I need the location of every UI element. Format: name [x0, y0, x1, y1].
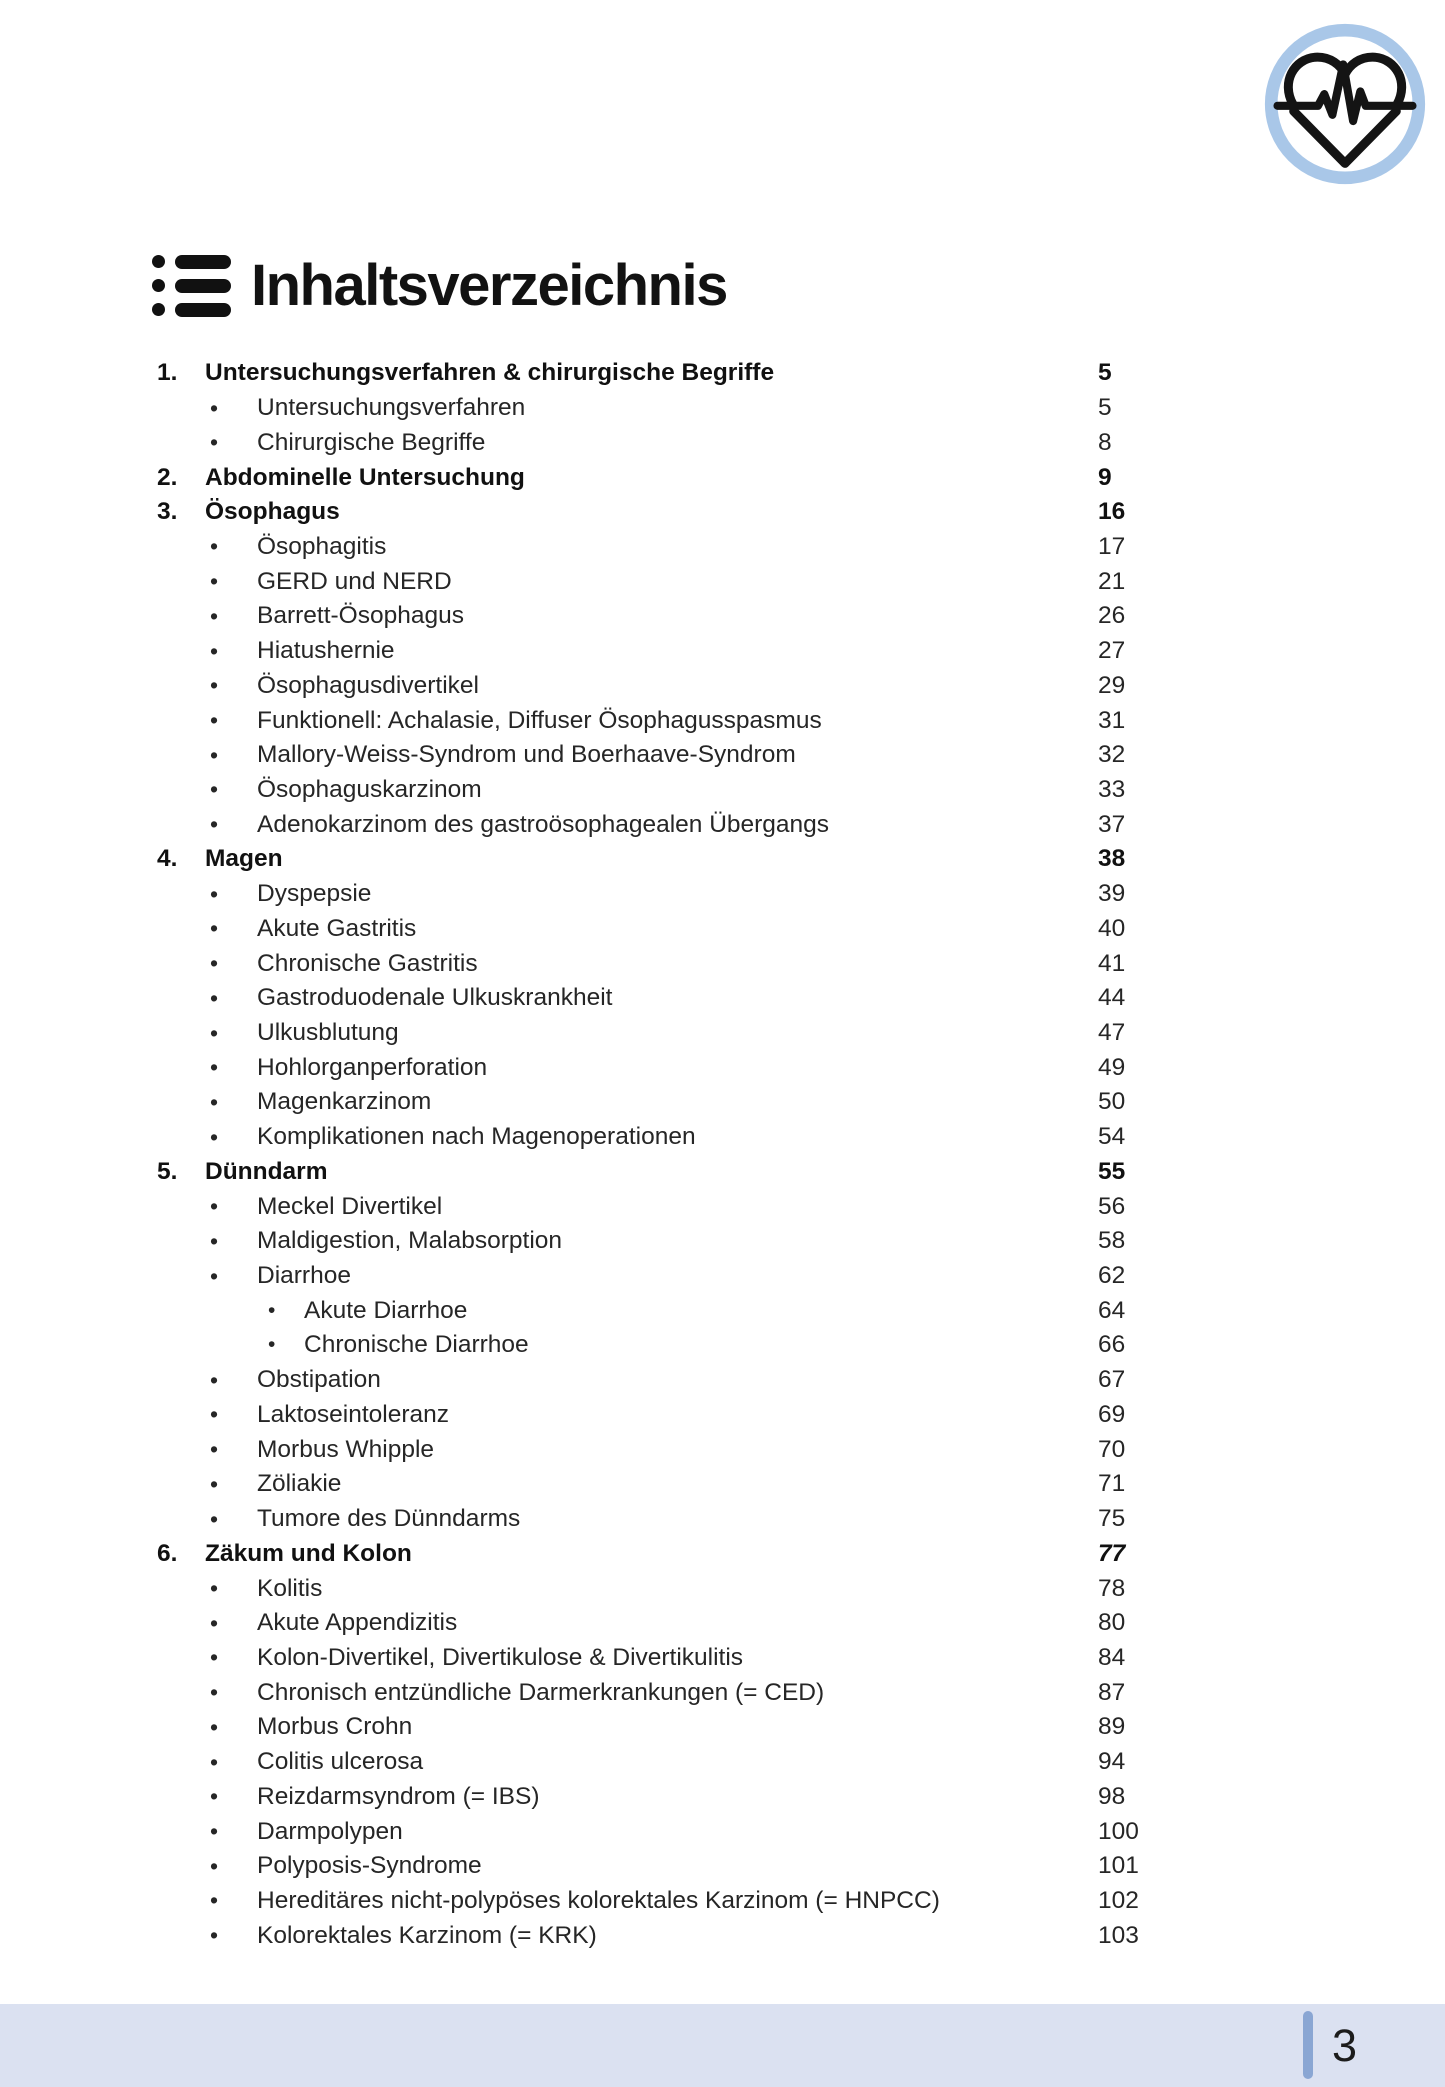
bullet: •	[210, 1227, 219, 1254]
bullet: •	[268, 1298, 276, 1322]
toc-item-row	[0, 946, 1445, 981]
bullet: •	[210, 1609, 219, 1636]
toc-page-number: 29	[1098, 671, 1126, 699]
bullet: •	[210, 811, 219, 838]
section-number: 5.	[157, 1157, 178, 1185]
page-title: Inhaltsverzeichnis	[251, 253, 727, 318]
list-icon-bar	[175, 279, 231, 293]
toc-page-number: 103	[1098, 1921, 1139, 1949]
list-icon-dot	[152, 255, 165, 268]
bullet: •	[210, 984, 219, 1011]
toc-item-row	[0, 1641, 1445, 1676]
toc-page-number: 84	[1098, 1643, 1126, 1671]
bullet: •	[210, 741, 219, 768]
bullet: •	[210, 1887, 219, 1914]
toc-label: Magenkarzinom	[257, 1088, 432, 1116]
toc-page-number: 87	[1098, 1678, 1126, 1706]
toc-page-number: 16	[1098, 498, 1126, 526]
bullet: •	[210, 1054, 219, 1081]
footer-accent-bar	[1303, 2011, 1313, 2079]
toc-item-row	[0, 877, 1445, 912]
toc-label: Chronische Diarrhoe	[304, 1331, 529, 1359]
bullet: •	[210, 880, 219, 907]
toc-page-number: 32	[1098, 741, 1126, 769]
toc-item-row	[0, 1085, 1445, 1120]
bullet: •	[210, 776, 219, 803]
toc-item-row	[0, 1363, 1445, 1398]
toc-item-row	[0, 1328, 1445, 1363]
toc-item-row	[0, 634, 1445, 669]
toc-label: Kolitis	[257, 1574, 323, 1602]
toc-item-row	[0, 1432, 1445, 1467]
toc-page-number: 21	[1098, 567, 1126, 595]
bullet: •	[210, 1401, 219, 1428]
toc-page-number: 49	[1098, 1053, 1126, 1081]
bullet: •	[210, 568, 219, 595]
toc-label: Meckel Divertikel	[257, 1192, 443, 1220]
toc-page-number: 27	[1098, 637, 1126, 665]
toc-list	[0, 356, 1445, 1953]
footer-band	[0, 2004, 1445, 2087]
toc-label: Morbus Crohn	[257, 1713, 413, 1741]
toc-label: Dünndarm	[205, 1157, 328, 1185]
toc-item-row	[0, 1467, 1445, 1502]
toc-label: Untersuchungsverfahren & chirurgische Begriffe	[205, 359, 775, 387]
bullet: •	[210, 707, 219, 734]
toc-page-number: 37	[1098, 810, 1126, 838]
toc-page-number: 71	[1098, 1470, 1126, 1498]
toc-label: Adenokarzinom des gastroösophagealen Übergangs	[257, 810, 830, 838]
bullet: •	[210, 1644, 219, 1671]
toc-label: Obstipation	[257, 1366, 381, 1394]
toc-item-row	[0, 1224, 1445, 1259]
bullet: •	[210, 1366, 219, 1393]
toc-page-number: 94	[1098, 1748, 1126, 1776]
toc-item-row	[0, 1120, 1445, 1155]
bullet: •	[210, 1713, 219, 1740]
toc-section-row	[0, 1155, 1445, 1190]
toc-page-number: 41	[1098, 949, 1126, 977]
section-number: 6.	[157, 1539, 178, 1567]
bullet: •	[210, 1679, 219, 1706]
toc-page-number: 80	[1098, 1609, 1126, 1637]
bullet: •	[210, 672, 219, 699]
bullet: •	[210, 1193, 219, 1220]
toc-label: Diarrhoe	[257, 1262, 351, 1290]
bullet: •	[210, 1852, 219, 1879]
list-icon-bar	[175, 255, 231, 269]
toc-page-number: 64	[1098, 1296, 1126, 1324]
toc-label: Mallory-Weiss-Syndrom und Boerhaave-Syndrom	[257, 741, 796, 769]
bullet: •	[268, 1333, 276, 1357]
section-number: 4.	[157, 845, 178, 873]
toc-item-row	[0, 599, 1445, 634]
toc-item-row	[0, 1293, 1445, 1328]
toc-page-number: 55	[1098, 1157, 1126, 1185]
toc-page-number: 70	[1098, 1435, 1126, 1463]
toc-section-row	[0, 1536, 1445, 1571]
toc-item-row	[0, 1849, 1445, 1884]
toc-label: Laktoseintoleranz	[257, 1400, 450, 1428]
bullet: •	[210, 1748, 219, 1775]
toc-page-number: 17	[1098, 532, 1126, 560]
heart-pulse-icon	[1255, 14, 1435, 194]
toc-label: Abdominelle Untersuchung	[205, 463, 525, 491]
toc-label: Kolorektales Karzinom (= KRK)	[257, 1921, 597, 1949]
toc-label: Akute Gastritis	[257, 914, 417, 942]
bullet: •	[210, 1019, 219, 1046]
toc-label: Untersuchungsverfahren	[257, 394, 526, 422]
toc-item-row	[0, 1571, 1445, 1606]
toc-label: Akute Appendizitis	[257, 1609, 458, 1637]
toc-item-row	[0, 1502, 1445, 1537]
toc-label: Dyspepsie	[257, 880, 372, 908]
toc-label: Zöliakie	[257, 1470, 342, 1498]
toc-page-number: 101	[1098, 1852, 1139, 1880]
page-header	[152, 252, 727, 319]
bullet: •	[210, 1088, 219, 1115]
toc-page-number: 58	[1098, 1227, 1126, 1255]
toc-item-row	[0, 1259, 1445, 1294]
toc-label: Tumore des Dünndarms	[257, 1505, 521, 1533]
toc-page-number: 9	[1098, 463, 1112, 491]
toc-label: Ösophagitis	[257, 532, 387, 560]
bullet: •	[210, 915, 219, 942]
toc-label: Funktionell: Achalasie, Diffuser Ösophagusspasmus	[257, 706, 822, 734]
bullet: •	[210, 1436, 219, 1463]
bullet: •	[210, 533, 219, 560]
toc-label: Chirurgische Begriffe	[257, 428, 486, 456]
toc-item-row	[0, 564, 1445, 599]
toc-label: Darmpolypen	[257, 1817, 403, 1845]
toc-page-number: 8	[1098, 428, 1112, 456]
toc-label: Chronisch entzündliche Darmerkrankungen (= CED)	[257, 1678, 825, 1706]
bullet: •	[210, 429, 219, 456]
toc-label: Magen	[205, 845, 283, 873]
toc-item-row	[0, 1398, 1445, 1433]
list-icon-dot	[152, 279, 165, 292]
list-icon-dot	[152, 303, 165, 316]
toc-page-number: 77	[1098, 1539, 1126, 1567]
toc-page-number: 54	[1098, 1123, 1126, 1151]
toc-page-number: 40	[1098, 914, 1126, 942]
toc-label: Gastroduodenale Ulkuskrankheit	[257, 984, 613, 1012]
bullet: •	[210, 602, 219, 629]
toc-label: Ösophagus	[205, 498, 340, 526]
toc-item-row	[0, 391, 1445, 426]
toc-section-row	[0, 460, 1445, 495]
toc-item-row	[0, 1606, 1445, 1641]
toc-page-number: 67	[1098, 1366, 1126, 1394]
toc-page-number: 38	[1098, 845, 1126, 873]
toc-label: Ulkusblutung	[257, 1019, 399, 1047]
toc-label: Barrett-Ösophagus	[257, 602, 464, 630]
toc-item-row	[0, 738, 1445, 773]
toc-page-number: 5	[1098, 394, 1112, 422]
toc-page-number: 39	[1098, 880, 1126, 908]
toc-label: Hiatushernie	[257, 637, 395, 665]
toc-item-row	[0, 530, 1445, 565]
toc-page-number: 62	[1098, 1262, 1126, 1290]
toc-page-number: 56	[1098, 1192, 1126, 1220]
toc-page-number: 66	[1098, 1331, 1126, 1359]
bullet: •	[210, 637, 219, 664]
toc-item-row	[0, 1745, 1445, 1780]
toc-item-row	[0, 1918, 1445, 1953]
toc-label: Reizdarmsyndrom (= IBS)	[257, 1782, 540, 1810]
toc-item-row	[0, 668, 1445, 703]
list-icon	[152, 255, 231, 317]
bullet: •	[210, 1783, 219, 1810]
toc-label: Chronische Gastritis	[257, 949, 478, 977]
toc-page-number: 98	[1098, 1782, 1126, 1810]
toc-item-row	[0, 1675, 1445, 1710]
toc-item-row	[0, 1884, 1445, 1919]
toc-page-number: 89	[1098, 1713, 1126, 1741]
toc-item-row	[0, 1016, 1445, 1051]
toc-item-row	[0, 1189, 1445, 1224]
toc-item-row	[0, 773, 1445, 808]
toc-page-number: 102	[1098, 1886, 1139, 1914]
toc-page-number: 31	[1098, 706, 1126, 734]
toc-label: Maldigestion, Malabsorption	[257, 1227, 563, 1255]
toc-label: Hereditäres nicht-polypöses kolorektales Karzinom (= HNPCC)	[257, 1886, 940, 1914]
bullet: •	[210, 394, 219, 421]
toc-label: Colitis ulcerosa	[257, 1748, 424, 1776]
bullet: •	[210, 1505, 219, 1532]
section-number: 2.	[157, 463, 178, 491]
bullet: •	[210, 950, 219, 977]
bullet: •	[210, 1818, 219, 1845]
toc-item-row	[0, 1779, 1445, 1814]
toc-section-row	[0, 495, 1445, 530]
toc-label: Kolon-Divertikel, Divertikulose & Divertikulitis	[257, 1643, 744, 1671]
toc-label: Morbus Whipple	[257, 1435, 435, 1463]
toc-label: GERD und NERD	[257, 567, 452, 595]
section-number: 3.	[157, 498, 178, 526]
toc-page-number: 50	[1098, 1088, 1126, 1116]
toc-item-row	[0, 1710, 1445, 1745]
toc-item-row	[0, 912, 1445, 947]
toc-page-number: 26	[1098, 602, 1126, 630]
section-number: 1.	[157, 359, 178, 387]
toc-label: Zäkum und Kolon	[205, 1539, 412, 1567]
toc-page-number: 47	[1098, 1019, 1126, 1047]
toc-item-row	[0, 703, 1445, 738]
toc-item-row	[0, 1814, 1445, 1849]
toc-page-number: 78	[1098, 1574, 1126, 1602]
toc-label: Hohlorganperforation	[257, 1053, 488, 1081]
toc-section-row	[0, 842, 1445, 877]
toc-label: Komplikationen nach Magenoperationen	[257, 1123, 696, 1151]
toc-item-row	[0, 981, 1445, 1016]
list-icon-bar	[175, 303, 231, 317]
toc-label: Akute Diarrhoe	[304, 1296, 468, 1324]
toc-item-row	[0, 425, 1445, 460]
toc-label: Ösophagusdivertikel	[257, 671, 479, 699]
heart-pulse-logo	[1255, 14, 1435, 194]
bullet: •	[210, 1470, 219, 1497]
toc-page-number: 5	[1098, 359, 1112, 387]
toc-page-number: 44	[1098, 984, 1126, 1012]
bullet: •	[210, 1922, 219, 1949]
toc-label: Ösophaguskarzinom	[257, 775, 482, 803]
toc-page-number: 75	[1098, 1505, 1126, 1533]
bullet: •	[210, 1262, 219, 1289]
toc-item-row	[0, 807, 1445, 842]
toc-section-row	[0, 356, 1445, 391]
toc-page-number: 69	[1098, 1400, 1126, 1428]
bullet: •	[210, 1575, 219, 1602]
bullet: •	[210, 1123, 219, 1150]
toc-page-number: 100	[1098, 1817, 1139, 1845]
toc-page-number: 33	[1098, 775, 1126, 803]
toc-item-row	[0, 1050, 1445, 1085]
footer-page-number: 3	[1332, 2019, 1358, 2071]
toc-label: Polyposis-Syndrome	[257, 1852, 482, 1880]
